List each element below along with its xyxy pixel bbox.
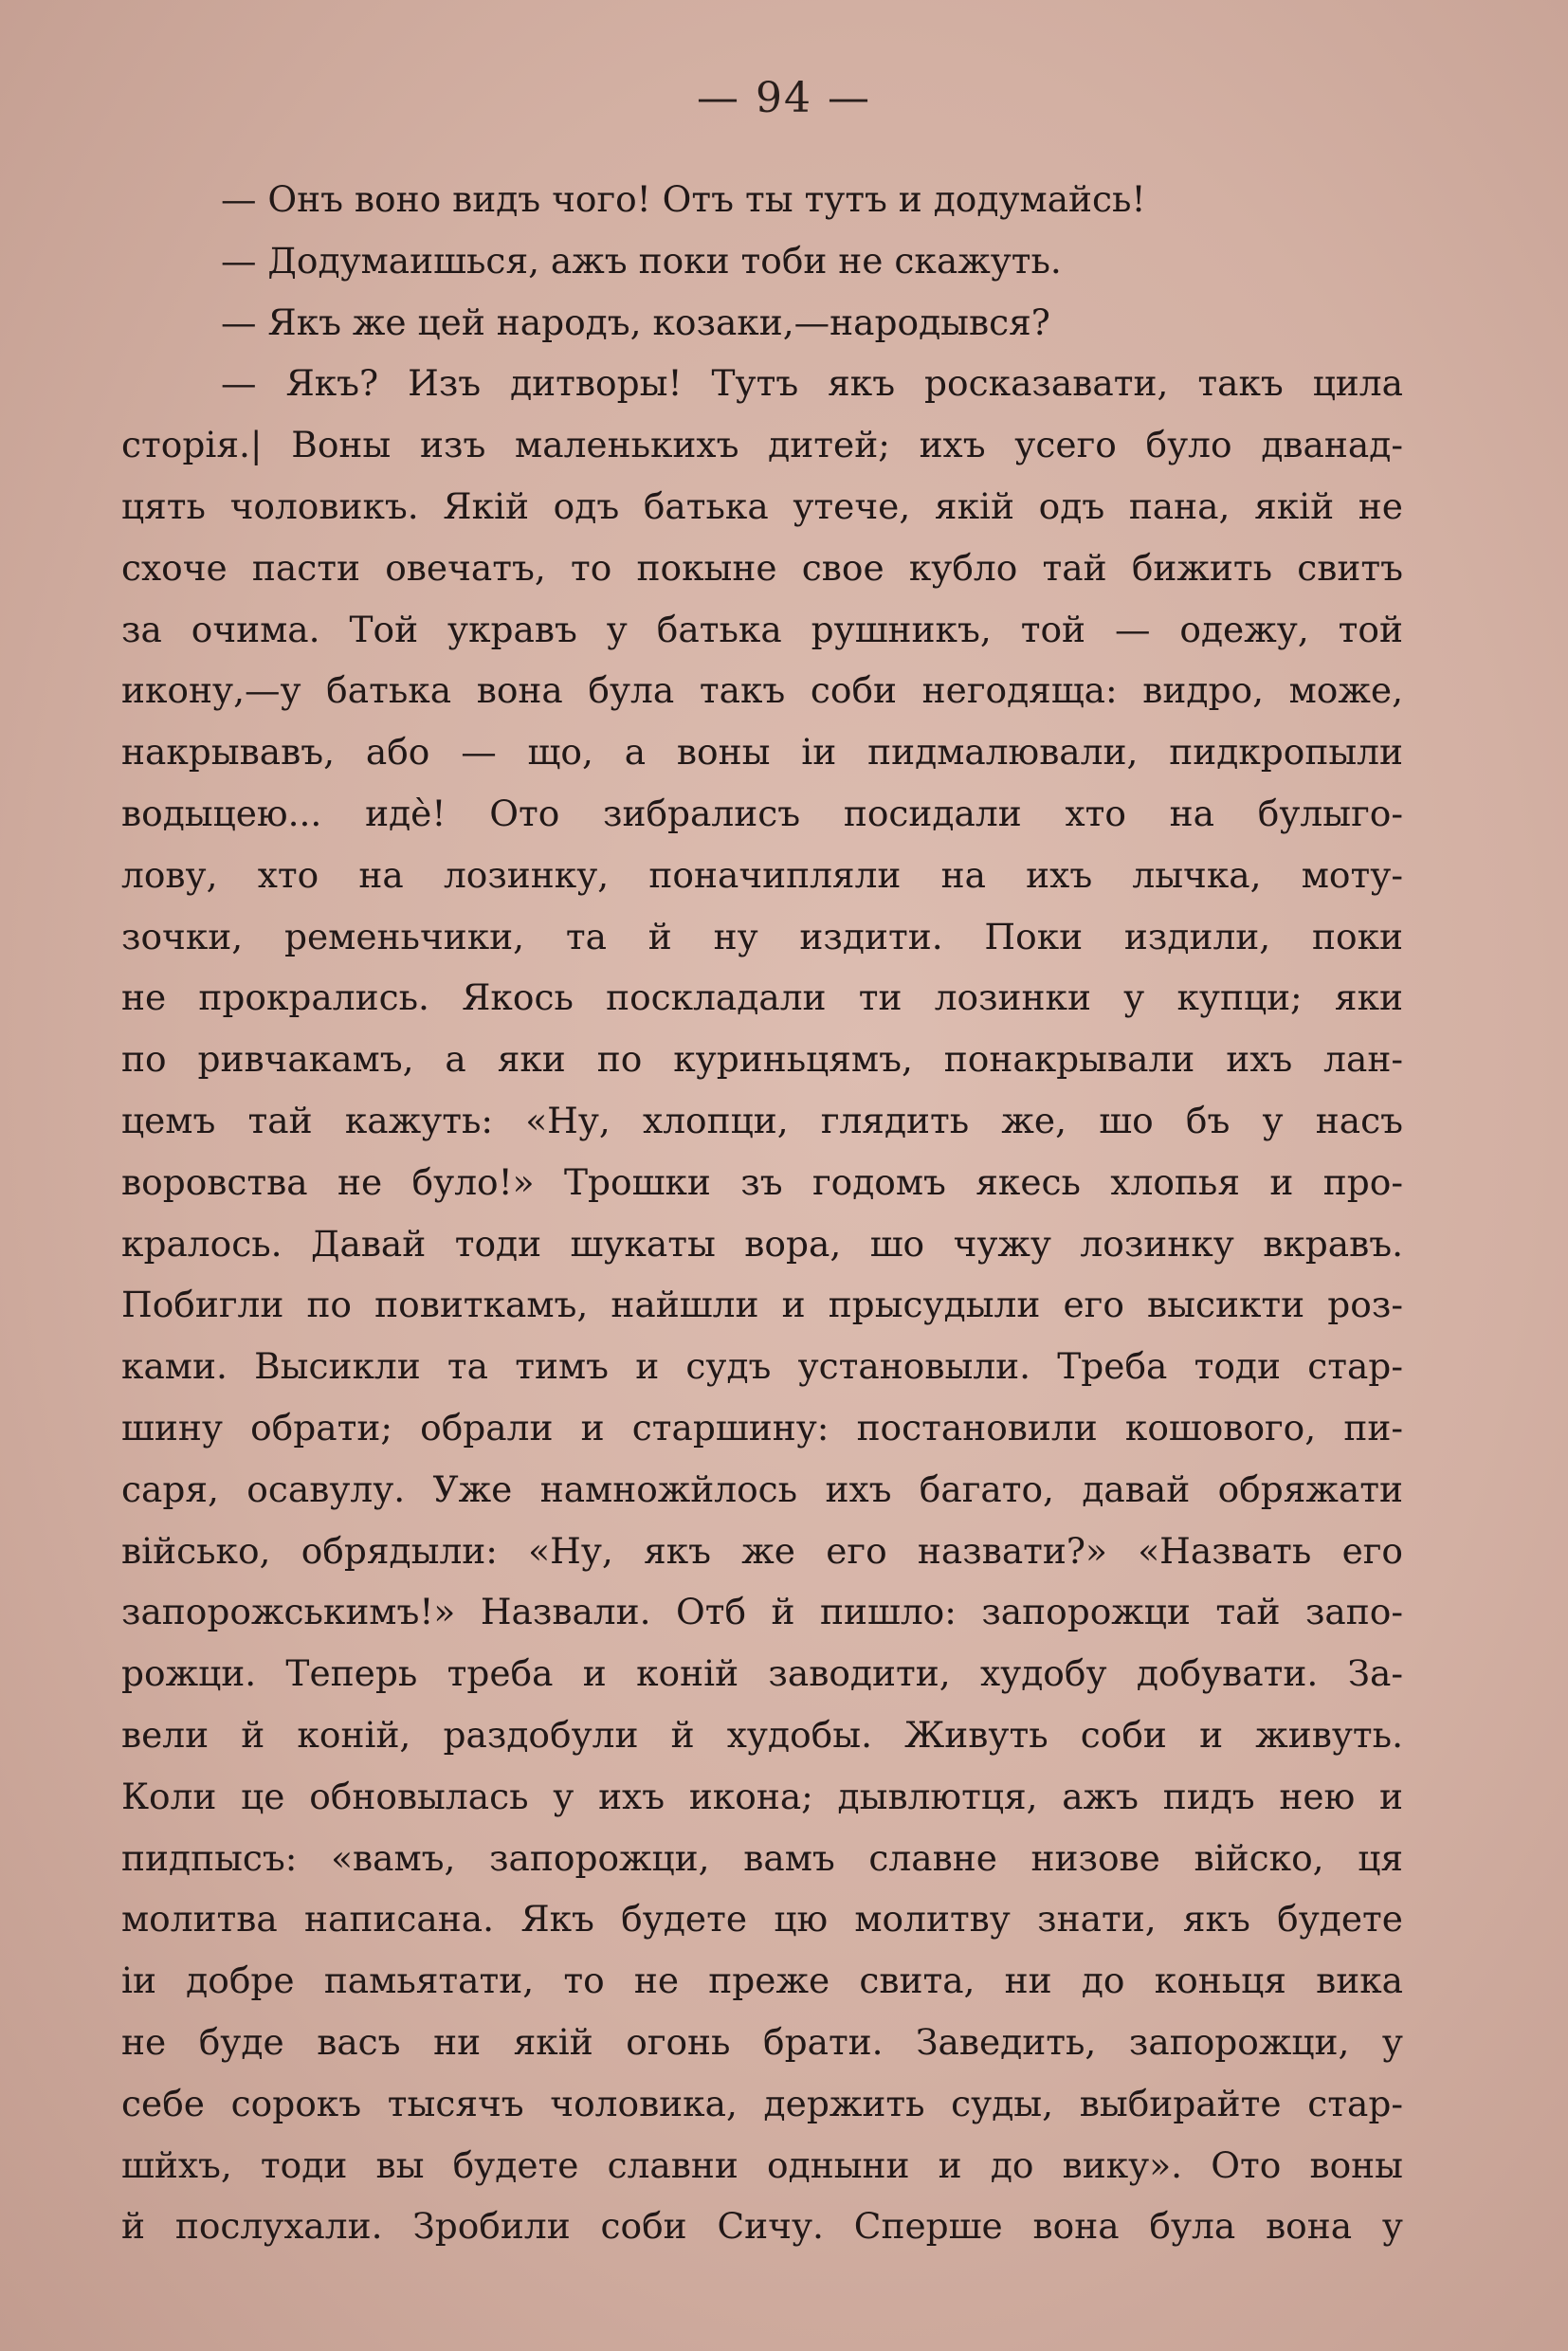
text-line: лову, хто на лозинку, поначипляли на ихъ лычка, моту-: [121, 853, 1403, 896]
text-line: икону,—у батька вона була такъ соби негодяща: видро, може,: [121, 669, 1403, 712]
text-line: саря, осавулу. Уже намножйлось ихъ багато, давай обряжати: [121, 1467, 1403, 1510]
text-line: цемъ тай кажуть: «Ну, хлопци, глядить же, шо бъ у насъ: [121, 1099, 1403, 1141]
text-line: шину обрати; обрали и старшину: постановили кошового, пи-: [121, 1406, 1403, 1449]
text-line: за очима. Той укравъ у батька рушникъ, той — одежу, той: [121, 608, 1403, 650]
text-line: Коли це обновылась у ихъ икона; дывлютця, ажъ пидъ нею и: [121, 1775, 1403, 1817]
text-line: іи добре памьятати, то не преже свита, ни до коньця вика: [121, 1959, 1403, 2002]
text-line: пидпысъ: «вамъ, запорожци, вамъ славне низове вiйско, ця: [121, 1836, 1403, 1879]
text-line: цять чоловикъ. Якій одъ батька утече, якій одъ пана, якій не: [121, 484, 1403, 527]
text-line: — Онъ воно видъ чого! Отъ ты тутъ и додумайсь!: [221, 178, 1146, 220]
text-line: по ривчакамъ, а яки по куриньцямъ, понакрывали ихъ лан-: [121, 1038, 1403, 1081]
text-line: кралось. Давай тоди шукаты вора, шо чужу лозинку вкравъ.: [121, 1222, 1403, 1265]
text-line: Побигли по повиткамъ, найшли и прысудыли его высикти роз-: [121, 1284, 1403, 1326]
text-line: воровства не було!» Трошки зъ годомъ якесь хлопья и про-: [121, 1160, 1403, 1203]
text-line: шйхъ, тоди вы будете славни одныни и до вику». Ото воны: [121, 2143, 1403, 2186]
text-line: вели й коній, раздобули й худобы. Живуть соби и живуть.: [121, 1713, 1403, 1756]
body-text: [121, 169, 1403, 2257]
text-line: накрывавъ, або — що, а воны іи пидмалювали, пидкропыли: [121, 731, 1403, 774]
text-line: не прокрались. Якось поскладали ти лозинки у купци; яки: [121, 976, 1403, 1019]
page-number: — 94 —: [697, 74, 871, 122]
text-line: — Якъ? Изъ дитворы! Тутъ якъ росказавати, такъ цила: [221, 362, 1403, 405]
text-line: й послухали. Зробили соби Сичу. Сперше вона була вона у: [121, 2205, 1403, 2248]
text-line: запорожськимъ!» Назвали. Отб й пишло: запорожци тай запо-: [121, 1591, 1403, 1633]
text-line: ками. Высикли та тимъ и судъ установыли. Треба тоди стар-: [121, 1345, 1403, 1388]
text-line: не буде васъ ни якій огонь брати. Заведить, запорожци, у: [121, 2020, 1403, 2063]
text-line: молитва написана. Якъ будете цю молитву знати, якъ будете: [121, 1898, 1403, 1941]
text-line: вiйсько, обрядыли: «Ну, якъ же его назвати?» «Назвать его: [121, 1529, 1403, 1572]
text-line: схоче пасти овечатъ, то покыне свое кубло тай бижить свитъ: [121, 546, 1403, 589]
text-line: рожци. Теперь треба и коній заводити, худобу добувати. За-: [121, 1652, 1403, 1695]
text-line: — Додумаишься, ажъ поки тоби не скажуть.: [221, 239, 1062, 282]
text-line: зочки, ременьчики, та й ну издити. Поки издили, поки: [121, 915, 1403, 957]
text-line: сторія.| Воны изъ маленькихъ дитей; ихъ усего було дванад-: [121, 424, 1403, 466]
text-line: водыцею... идѐ! Ото зибралисъ посидали хто на булыго-: [121, 792, 1403, 834]
text-line: — Якъ же цей народъ, козаки,—народывся?: [221, 301, 1050, 343]
text-line: себе сорокъ тысячъ чоловика, держить суды, выбирайте стар-: [121, 2082, 1403, 2124]
